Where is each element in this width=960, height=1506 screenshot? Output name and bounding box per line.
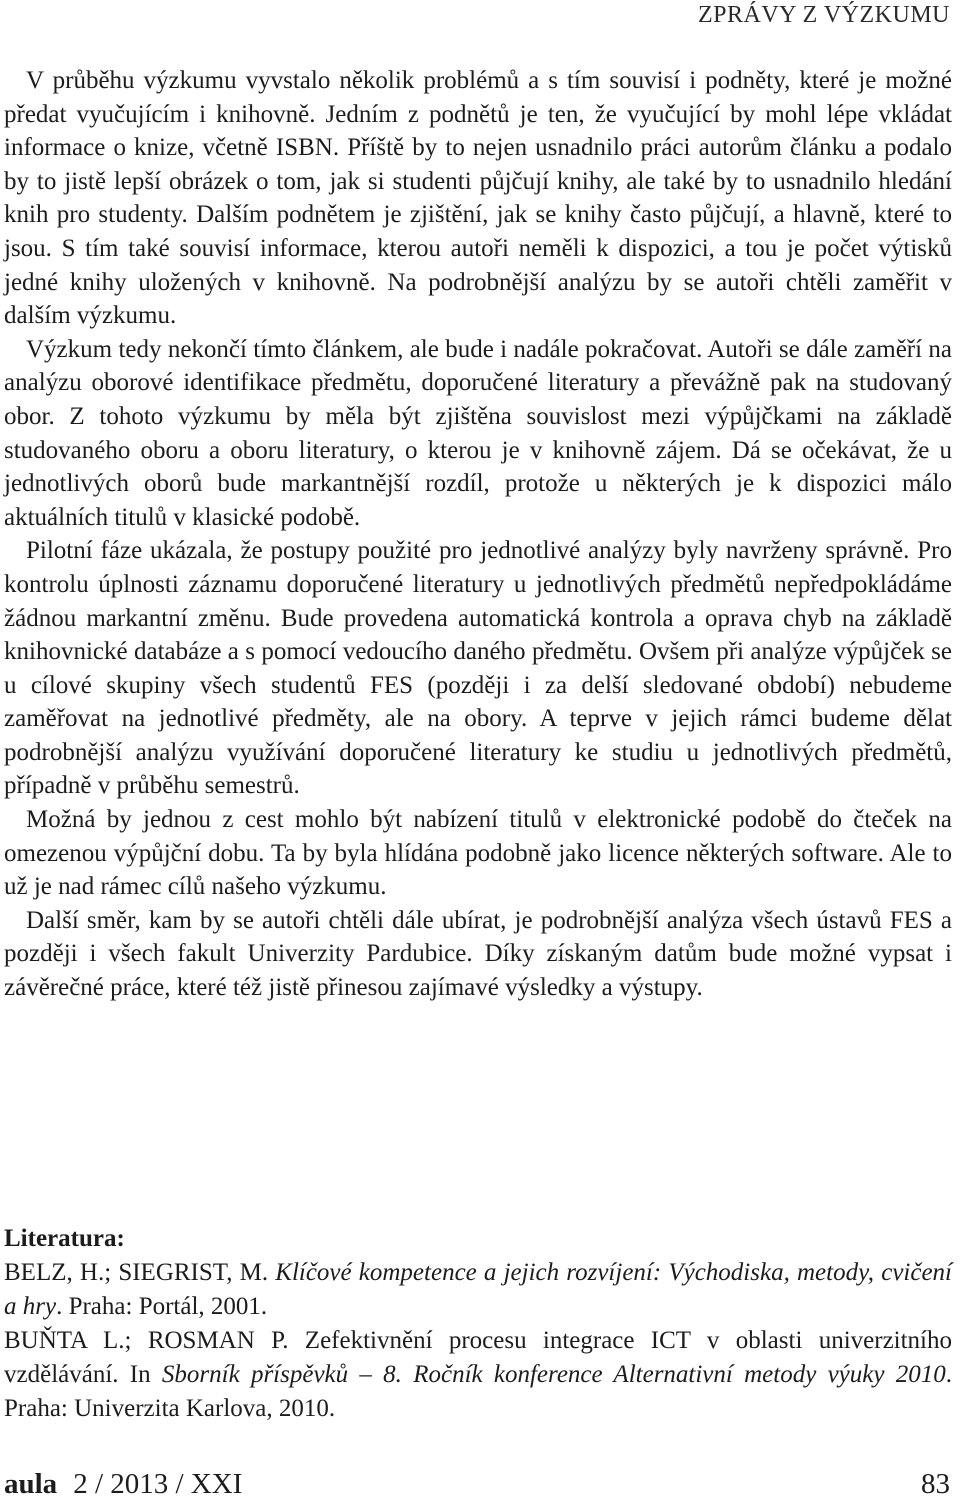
paragraph: V průběhu výzkumu vyvstalo několik problémů a s tím souvisí i podněty, které je možné předat vyučujícím i knihovně. Jedním z podnětů je ten, že vyučující by mohl lépe vkládat informace o knize, včetně ISBN. Příště by to nejen usnadnilo práci autorům článku a podalo by to jistě lepší obrázek o tom, jak si studenti půjčují knihy, ale také by to usnadnilo hledání knih pro studenty. Dalším podnětem je zjištění, jak se knihy často půjčují, a hlavně, které to jsou. S tím také souvisí informace, kterou autoři neměli k dispozici, a tou je počet výtisků jedné knihy uložených v knihovně. Na podrobnější analýzu by se autoři chtěli zaměřit v dalším výzkumu.	[4, 67, 952, 330]
reference-authors: BELZ, H.; SIEGRIST, M.	[4, 1259, 269, 1286]
paragraph: Možná by jednou z cest mohlo být nabízení titulů v elektronické podobě do čteček na omezenou výpůjční dobu. Ta by byla hlídána podobně jako licence některých software. Ale to už je nad rámec cílů našeho výzkumu.	[4, 806, 952, 901]
journal-issue: 2 / 2013 / XXI	[73, 1468, 243, 1500]
reference-title-plain: Zefektivnění procesu integrace ICT v oblasti univerzitního vzdělávání. In	[4, 1327, 953, 1388]
reference-authors: BUŇTA L.; ROSMAN P.	[4, 1327, 289, 1354]
page-number: 83	[921, 1468, 950, 1500]
reference-title: Klíčové kompetence a jejich rozvíjení: Východiska, metody, cvičení a hry	[4, 1259, 953, 1320]
reference-title: Sborník příspěvků – 8. Ročník konference Alternativní metody výuky 2010	[161, 1361, 946, 1388]
paragraph: Další směr, kam by se autoři chtěli dále ubírat, je podrobnější analýza všech ústavů FES a později i všech fakult Univerzity Pardubice. Díky získaným datům bude možné vypsat i závěrečné práce, které též jistě přinesou zajímavé výsledky a výstupy.	[4, 906, 952, 1002]
page-footer	[4, 1468, 950, 1506]
reference-publication: . Praha: Univerzita Karlova, 2010.	[4, 1361, 952, 1422]
journal-info	[4, 1468, 242, 1501]
paragraph: Výzkum tedy nekončí tímto článkem, ale bude i nadále pokračovat. Autoři se dále zaměří na analýzu oborové identifikace předmětu, doporučené literatury a převážně pak na studovaný obor. Z tohoto výzkumu by měla být zjištěna souvislost mezi výpůjčkami na základě studovaného oboru a oboru literatury, o kterou je v knihovně zájem. Dá se očekávat, že u jednotlivých oborů bude markantnější rozdíl, protože u některých je k dispozici málo aktuálních titulů v klasické podobě.	[4, 335, 952, 531]
article-body	[4, 64, 952, 1005]
references-heading: Literatura:	[4, 1225, 125, 1252]
paragraph: Pilotní fáze ukázala, že postupy použité pro jednotlivé analýzy byly navrženy správně. Pro kontrolu úplnosti záznamu doporučené literatury u jednotlivých předmětů nepředpokládáme žádnou markantní změnu. Bude provedena automatická kontrola a oprava chyb na základě knihovnické databáze a s pomocí vedoucího daného předmětu. Ovšem při analýze výpůjček se u cílové skupiny všech studentů FES (později i za delší sledované období) nebudeme zaměřovat na jednotlivé předměty, ale na obory. A teprve v jejich rámci budeme dělat podrobnější analýzu využívání doporučené literatury ke studiu u jednotlivých předmětů, případně v průběhu semestrů.	[4, 537, 952, 800]
reference-entry	[4, 1324, 952, 1426]
references-section	[4, 1222, 952, 1426]
journal-name: aula	[4, 1468, 58, 1500]
reference-entry	[4, 1256, 952, 1324]
reference-publication: . Praha: Portál, 2001.	[56, 1293, 268, 1320]
running-header: ZPRÁVY Z VÝZKUMU	[697, 2, 950, 28]
